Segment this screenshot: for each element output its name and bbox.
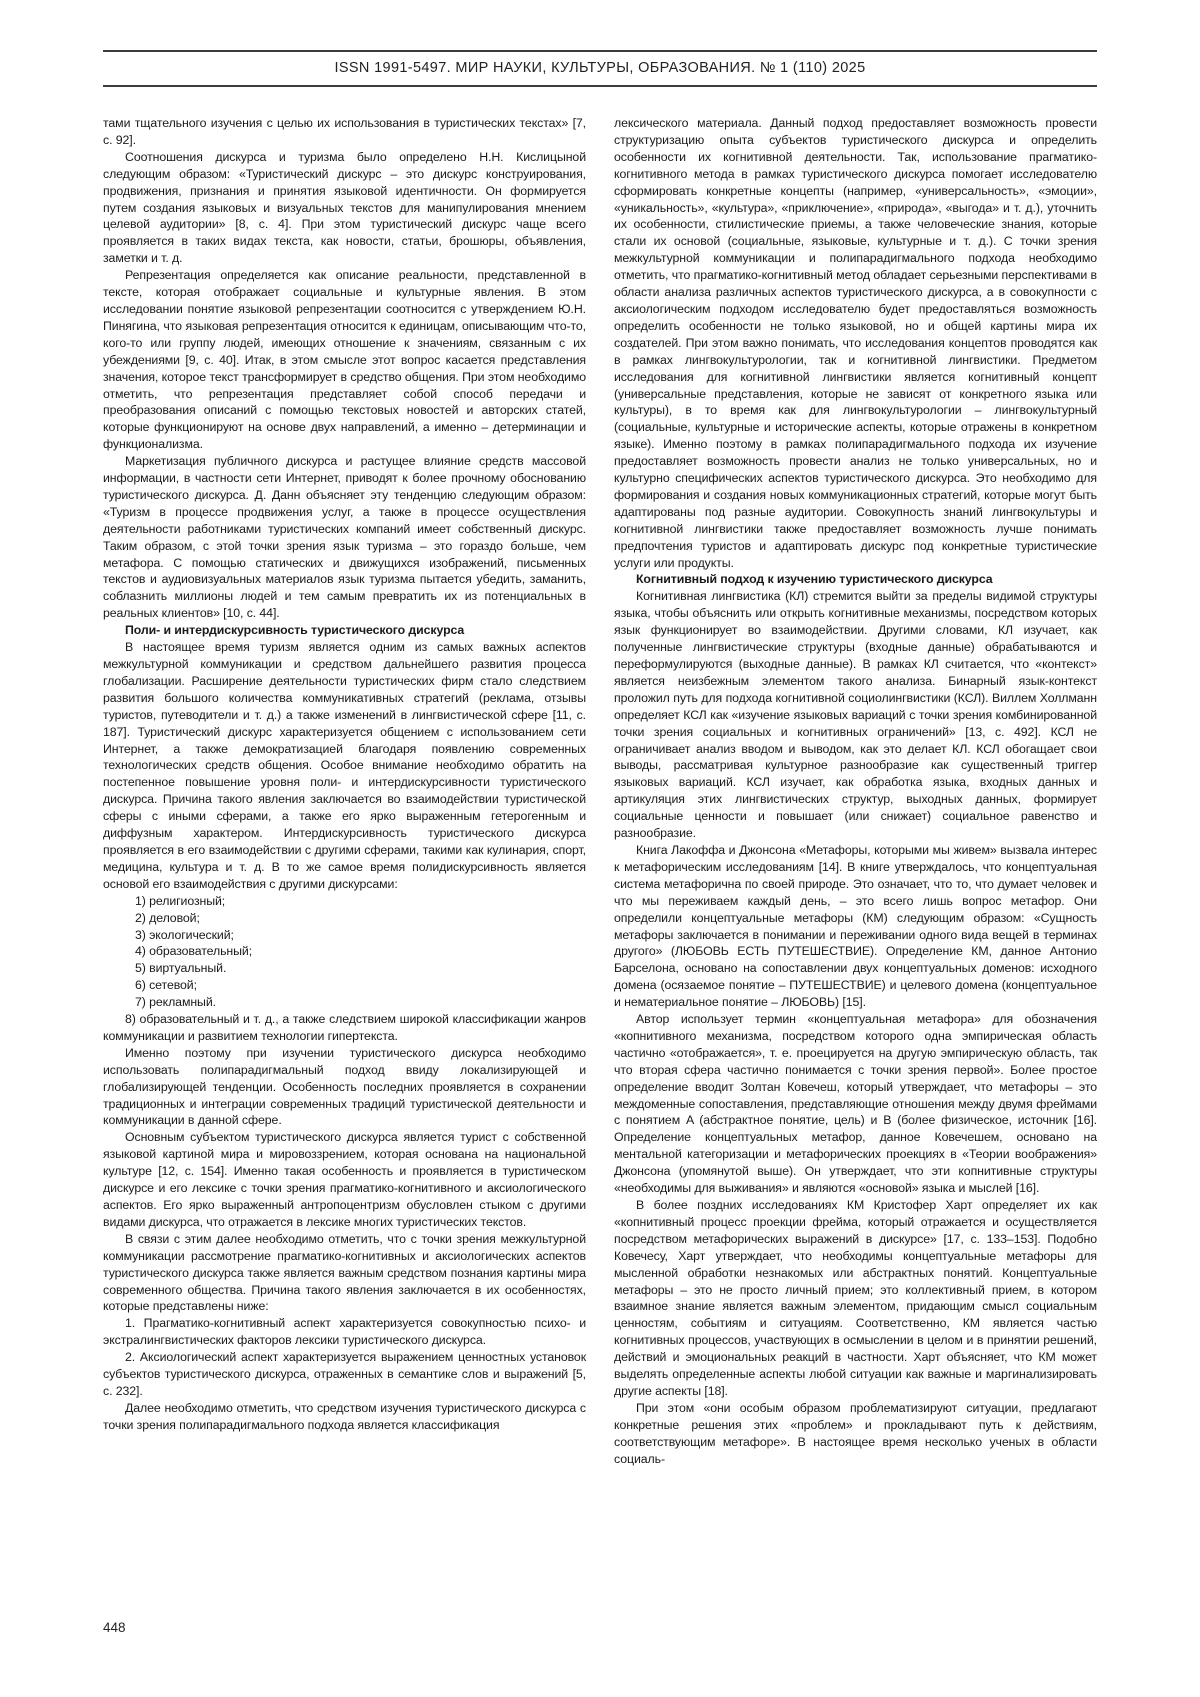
list-item: 2) деловой; xyxy=(135,910,200,925)
right-column xyxy=(614,115,1097,1577)
journal-header xyxy=(103,50,1097,87)
list-item: 1) религиозный; xyxy=(135,893,226,908)
section-heading: Поли- и интердискурсивность туристического дискурса xyxy=(125,623,465,638)
list-item: 3) экологический; xyxy=(135,927,234,942)
paragraph: Далее необходимо отметить, что средством изучения туристического дискурса с точки зрения полипарадигмального подхода является классификация xyxy=(103,1400,586,1432)
paragraph: 2. Аксиологический аспект характеризуется выражением ценностных установок субъектов туристического дискурса, отраженных в семантике слов и выражений [5, с. 232]. xyxy=(103,1350,586,1398)
paragraph: В более поздних исследованиях КМ Кристофер Харт определяет их как «копнитивный процесс проекции фрейма, который отражается и осуществляется посредством метафорических выражений в дискурсе» [17, с. 133–153]. Подобно Ковечесу, Харт утверждает, что необходимы концептуальные метафоры для мысленной обработки незнакомых или абстрактных понятий. Концептуальные метафоры – это не просто личный прием; это коллективный прием, в котором взаимное знание является важным элементом, придающим смысл социальным ценностям, событиям и ситуациям. Соответственно, КМ является частью когнитивных процессов, участвующих в осмыслении в целом и в принятии решений, действий и эмоциональных реакций в частности. Харт объясняет, что КМ может выделять определенные аспекты любой ситуации как важные и маргинализировать другие аспекты [18]. xyxy=(614,1198,1097,1398)
section-heading: Когнитивный подход к изучению туристического дискурса xyxy=(636,572,993,587)
paragraph: Книга Лакоффа и Джонсона «Метафоры, которыми мы живем» вызвала интерес к метафорическим исследованиям [14]. В книге утверждалось, что концептуальная система метафорична по своей природе. Это означает, что то, что думает человек и что мы переживаем каждый день, – это всего лишь вопрос метафор. Они определили концептуальные метафоры (КМ) следующим образом: «Сущность метафоры заключается в понимании и переживании одного вида вещей в терминах другого» (ЛЮБОВЬ ЕСТЬ ПУТЕШЕСТВИЕ). Определение КМ, данное Антонио Барселона, основано на сопоставлении двух концептуальных доменов: исходного домена (осязаемое понятие – ПУТЕШЕСТВИЕ) и целевого домена (концептуальное и нематериальное понятие – ЛЮБОВЬ) [15]. xyxy=(614,842,1097,1010)
paragraph: 8) образовательный и т. д., а также следствием широкой классификации жанров коммуникации и развитием технологии гипертекста. xyxy=(103,1012,586,1043)
paragraph: Репрезентация определяется как описание реальности, представленной в тексте, которая отображает социальные и культурные явления. В этом исследовании понятие языковой репрезентации соотносится с утверждением Ю.Н. Пинягина, что языковая репрезентация относится к единицам, описывающим что-то, кого-то или группу людей, имеющих отношение к значениям, связанным с их убеждениями [9, с. 40]. Итак, в этом смысле этот вопрос касается представления значения, которое текст трансформирует в средство общения. При этом необходимо отметить, что репрезентация представляет собой способ передачи и преобразования описаний с помощью текстовых новостей и авторских статей, которые функционируют на основе двух направлений, а именно – детерминации и функционализма. xyxy=(103,268,586,452)
paragraph: Маркетизация публичного дискурса и растущее влияние средств массовой информации, в частности сети Интернет, приводят к более прочному обоснованию туристического дискурса. Д. Данн объясняет эту тенденцию следующим образом: «Туризм в процессе продвижения услуг, а также в процессе осуществления деятельности работниками туристических компаний имеет собственный дискурс. Таким образом, с этой точки зрения язык туризма – это гораздо больше, чем метафора. С помощью статических и движущихся изображений, письменных текстов и аудиовизуальных материалов язык туризма пытается убедить, заманить, соблазнить миллионы людей и тем самым превратить их из потенциальных в реальных клиентов» [10, с. 44]. xyxy=(103,454,586,621)
list-item: 4) образовательный; xyxy=(135,944,253,959)
page-number: 448 xyxy=(103,1620,126,1635)
journal-header-text: ISSN 1991-5497. МИР НАУКИ, КУЛЬТУРЫ, ОБРАЗОВАНИЯ. № 1 (110) 2025 xyxy=(334,60,866,76)
paragraph: Основным субъектом туристического дискурса является турист с собственной языковой картиной мира и мировоззрением, которая основана на национальной культуре [12, с. 154]. Именно такая особенность и проявляется в туристическом дискурсе и его лексике с точки зрения прагматико-когнитивного и аксиологического аспектов. Его ярко выраженный антропоцентризм обусловлен стыком с другими видами дискурса, что отражается в лексике многих туристических текстов. xyxy=(103,1130,586,1229)
article-body xyxy=(103,115,1097,1577)
page xyxy=(103,50,1097,1577)
paragraph: Соотношения дискурса и туризма было определено Н.Н. Кислицыной следующим образом: «Туристический дискурс – это дискурс конструирования, продвижения, признания и принятия языковой идентичности. Он формируется путем создания языковых и визуальных текстов для манипулирования мнением целевой аудитории» [8, с. 4]. При этом туристический дискурс чаще всего проявляется в таких видах текста, как новости, статьи, брошюры, объявления, заметки и т. д. xyxy=(103,149,586,266)
paragraph: тами тщательного изучения с целью их использования в туристических текстах» [7, с. 92]. xyxy=(103,116,586,147)
list-item: 6) сетевой; xyxy=(135,978,197,993)
paragraph: В настоящее время туризм является одним из самых важных аспектов межкультурной коммуникации и средством дальнейшего развития процесса глобализации. Расширение деятельности туристических фирм стало следствием развития большого количества коммуникативных стратегий (реклама, отзывы туристов, путеводители и т. д.) а также изменений в лингвистической сфере [11, с. 187]. Туристический дискурс характеризуется общением с использованием сети Интернет, а также демократизацией благодаря появлению современных технологических средств общения. Особое внимание необходимо обратить на постепенное повышение уровня поли- и интердискурсивности туристического дискурса. Причина такого явления заключается во взаимодействии туристической сферы с иными сферами, а также его ярко выраженным гетерогенным и диффузным характером. Интердискурсивность туристического дискурса проявляется в его взаимодействии с другими сферами, такими как кулинария, спорт, медицина, культура и т. д. В то же самое время полидискурсивность является основой его взаимодействия с другими дискурсами: xyxy=(103,640,586,891)
list-item: 7) рекламный. xyxy=(135,995,216,1010)
list-item: 5) виртуальный. xyxy=(135,961,227,976)
paragraph: Автор использует термин «концептуальная метафора» для обозначения «копнитивного механизма, посредством которого одна эмпирическая область частично «отображается», т. е. проецируется на другую эмпирическую область, так что вторая сфера частично понимается с точки зрения первой». Более простое определение вводит Золтан Ковечеш, который утверждает, что метафоры – это междоменные сопоставления, представляющие отношения между двумя фреймами с понятием A (абстрактное понятие, цель) и B (более физическое, источник [16]. Определение концептуальных метафор, данное Ковечешем, основано на ментальной категоризации и метафорических проекциях в «Теории воображения» Джонсона (упомянутой выше). Он утверждает, что эти копнитивные структуры «необходимы для выживания» и являются «основой» языка и мыслей [16]. xyxy=(614,1012,1097,1196)
paragraph: Когнитивная лингвистика (КЛ) стремится выйти за пределы видимой структуры языка, чтобы объяснить или открыть когнитивные механизмы, посредством которых язык функционирует во взаимодействии. Другими словами, КЛ изучает, как полученные лингвистические структуры (входные данные) обрабатываются и переформулируются (выходные данные). В рамках КЛ считается, что «контекст» является неизбежным элементом такого анализа. Бинарный язык-контекст проложил путь для подхода когнитивной социолингвистики (КСЛ). Виллем Холлманн определяет КСЛ как «изучение языковых вариаций с точки зрения комбинированной точки зрения социальных и когнитивных ограничений» [13, с. 492]. КСЛ не ограничивает анализ вводом и выводом, как это делает КЛ. КСЛ обогащает свои выводы, рассматривая культурное разнообразие как существенный триггер языковых вариаций. КСЛ изучает, как обработка языка, входных данных и артикуляция этих лингвистических структур, выходных данных, формирует социальные ценности и повышает (или снижает) социальное равенство и разнообразие. xyxy=(614,589,1097,841)
paragraph: 1. Прагматико-когнитивный аспект характеризуется совокупностью психо- и экстралингвистических факторов лексики туристического дискурса. xyxy=(103,1316,586,1348)
paragraph: При этом «они особым образом проблематизируют ситуации, предлагают конкретные решения этих «проблем» и прокладывают путь к действиям, соответствующим метафоре». В настоящее время несколько ученых в области социаль- xyxy=(614,1400,1097,1466)
paragraph: В связи с этим далее необходимо отметить, что с точки зрения межкультурной коммуникации рассмотрение прагматико-когнитивных и аксиологических аспектов туристического дискурса также является важным средством познания картины мира современного общества. Причина такого явления заключается в их особенностях, которые представлены ниже: xyxy=(103,1231,586,1314)
left-column xyxy=(103,115,586,1577)
paragraph: Именно поэтому при изучении туристического дискурса необходимо использовать полипарадигмальный подход ввиду локализирующей и глобализирующей тенденции. Особенность последних проявляется в сохранении традиционных и интеграции современных традиций туристической деятельности и коммуникации в данной сфере. xyxy=(103,1045,586,1128)
paragraph: лексического материала. Данный подход предоставляет возможность провести структуризацию опыта субъектов туристического дискурса и определить особенности их когнитивной деятельности. Так, использование прагматико-когнитивного метода в рамках туристического дискурса помогает исследователю сформировать конкретные концепты (например, «универсальность», «эмоции», «уникальность», «культура», «приключение», «природа», «выгода» и т. д.), уточнить их особенности, стилистические приемы, а также человеческие знания, которые стали их основой (социальные, языковые, культурные и т. д.). С точки зрения межкультурной коммуникации и полипарадигмального подхода необходимо отметить, что прагматико-когнитивный метод обладает серьезными перспективами в области анализа различных аспектов туристического дискурса, а в совокупности с аксиологическим подходом исследователю будет предоставляться возможность определить особенности не только языковой, но и общей картины мира их создателей. При этом важно понимать, что исследования концептов проводятся как в рамках лингвокультурологии, так и когнитивной лингвистики. Предметом исследования для когнитивной лингвистики является когнитивный концепт (универсальные представления, которые не зависят от конкретного языка или культуры), в то время как для лингвокультурологии – лингвокультурный (социальные, культурные и исторические аспекты, которые отражены в конкретном языке). Именно поэтому в рамках полипарадигмального подхода их изучение предоставляет возможность провести анализ не только универсальных, но и культурно специфических аспектов туристического дискурса. Это необходимо для формирования и создания новых коммуникационных стратегий, которые могут быть адаптированы под разные аудитории. Совокупность знаний лингвокультуры и когнитивной лингвистики также предоставляет возможность лучше понимать предпочтения туристов и адаптировать дискурс под конкретные туристические услуги или продукты. xyxy=(614,116,1097,570)
